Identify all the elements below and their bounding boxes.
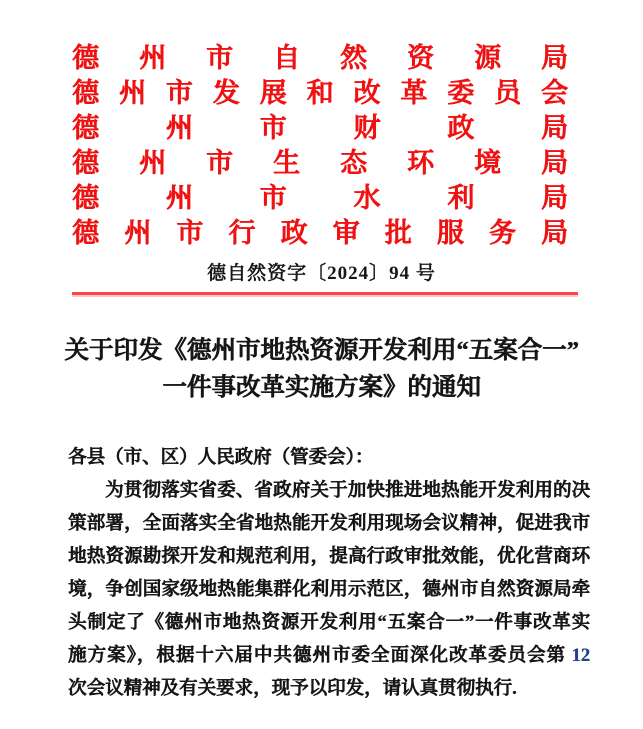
- body-line: 为贯彻落实省委、省政府关于加快推进地热能开发利用的决: [105, 481, 590, 501]
- agency-line: 德 州 市 财 政 局: [72, 113, 568, 143]
- red-divider-rule: [72, 292, 578, 295]
- agency-lines: [0, 0, 643, 251]
- body-line: 境，争创国家级地热能集群化利用示范区，德州市自然资源局牵: [68, 580, 590, 600]
- body-line: 施方案》，根据十六届中共德州市委全面深化改革委员会第 12: [68, 646, 590, 666]
- document-number: 德自然资字〔2024〕94 号: [207, 263, 436, 284]
- notice-title-line-2: 一件事改革实施方案》的通知: [162, 374, 481, 401]
- agency-line: 德 州 市 水 利 局: [72, 183, 568, 213]
- body-line: 次会议精神及有关要求，现予以印发，请认真贯彻执行.: [68, 679, 517, 699]
- meeting-number-accent: 12: [571, 646, 590, 666]
- body-line: 头制定了《德州市地热资源开发利用“五案合一”一件事改革实: [68, 613, 590, 633]
- agency-line: 德 州 市 自 然 资 源 局: [72, 43, 568, 73]
- salutation: 各县（市、区）人民政府（管委会）：: [68, 448, 374, 468]
- letter-body: [68, 442, 590, 706]
- body-paragraph: [68, 475, 590, 706]
- notice-title-line-1: 关于印发《德州市地热资源开发利用“五案合一”: [64, 337, 579, 364]
- agency-line: 德 州 市 生 态 环 境 局: [72, 148, 568, 178]
- notice-title: [0, 332, 643, 406]
- agency-line: 德 州 市 行 政 审 批 服 务 局: [72, 218, 568, 248]
- body-line: 策部署，全面落实全省地热能开发利用现场会议精神，促进我市: [68, 514, 590, 534]
- agency-line: 德 州 市 发 展 和 改 革 委 员 会: [72, 78, 568, 108]
- body-line: 地热资源勘探开发和规范利用，提高行政审批效能，优化营商环: [68, 547, 590, 567]
